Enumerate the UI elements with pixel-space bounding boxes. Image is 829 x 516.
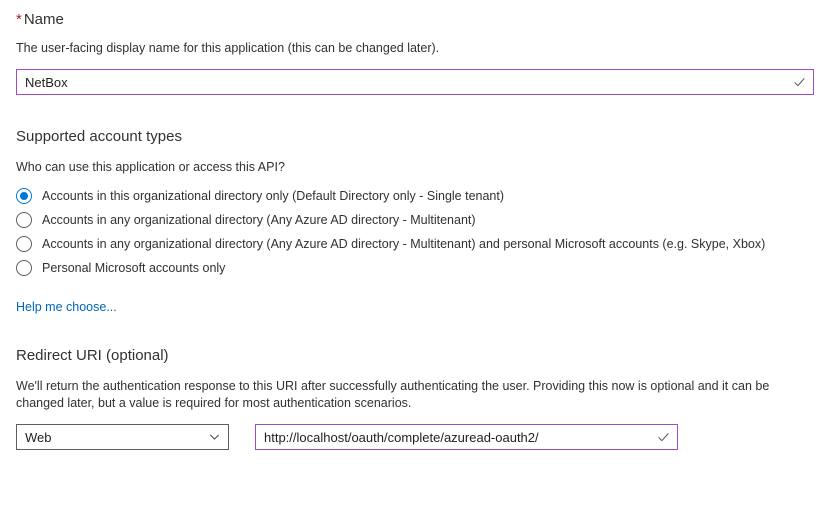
- redirect-uri-description: We'll return the authentication response to this URI after successfully authenticating the user. Providing this now is optional and it can be changed later, but a value is required for most authentication scenarios.: [16, 379, 770, 410]
- radio-label: Accounts in any organizational directory (Any Azure AD directory - Multitenant): [42, 213, 476, 227]
- radio-indicator[interactable]: [16, 212, 32, 228]
- radio-option-single-tenant[interactable]: [16, 188, 813, 204]
- platform-select[interactable]: [16, 424, 229, 450]
- redirect-uri-input-wrapper[interactable]: [255, 424, 678, 450]
- supported-account-types-title: Supported account types: [16, 128, 182, 145]
- radio-label: Accounts in any organizational directory (Any Azure AD directory - Multitenant) and personal Microsoft accounts (e.g. Skype, Xbox): [42, 237, 766, 251]
- account-types-radio-group: [16, 188, 813, 276]
- name-field-label: [16, 10, 813, 30]
- radio-indicator[interactable]: [16, 260, 32, 276]
- help-me-choose-link[interactable]: Help me choose...: [16, 300, 117, 314]
- checkmark-icon: [793, 76, 806, 89]
- radio-indicator[interactable]: [16, 236, 32, 252]
- radio-option-multitenant[interactable]: [16, 212, 813, 228]
- supported-account-types-description: Who can use this application or access this API?: [16, 160, 285, 174]
- redirect-uri-input[interactable]: [256, 425, 677, 449]
- name-input[interactable]: [17, 70, 813, 94]
- name-input-wrapper[interactable]: [16, 69, 814, 95]
- radio-label: Personal Microsoft accounts only: [42, 261, 226, 275]
- radio-label: Accounts in this organizational directory only (Default Directory only - Single tenant): [42, 189, 505, 203]
- name-description: The user-facing display name for this application (this can be changed later).: [16, 41, 440, 55]
- radio-indicator[interactable]: [16, 188, 32, 204]
- radio-option-multitenant-and-personal[interactable]: [16, 236, 813, 252]
- name-label-text: Name: [23, 11, 64, 28]
- chevron-down-icon: [209, 432, 220, 443]
- checkmark-icon: [657, 431, 670, 444]
- redirect-uri-row: [16, 424, 813, 450]
- platform-select-value: Web: [25, 429, 52, 445]
- required-marker: *: [16, 11, 22, 28]
- redirect-uri-title: Redirect URI (optional): [16, 347, 169, 364]
- radio-option-personal-only[interactable]: [16, 260, 813, 276]
